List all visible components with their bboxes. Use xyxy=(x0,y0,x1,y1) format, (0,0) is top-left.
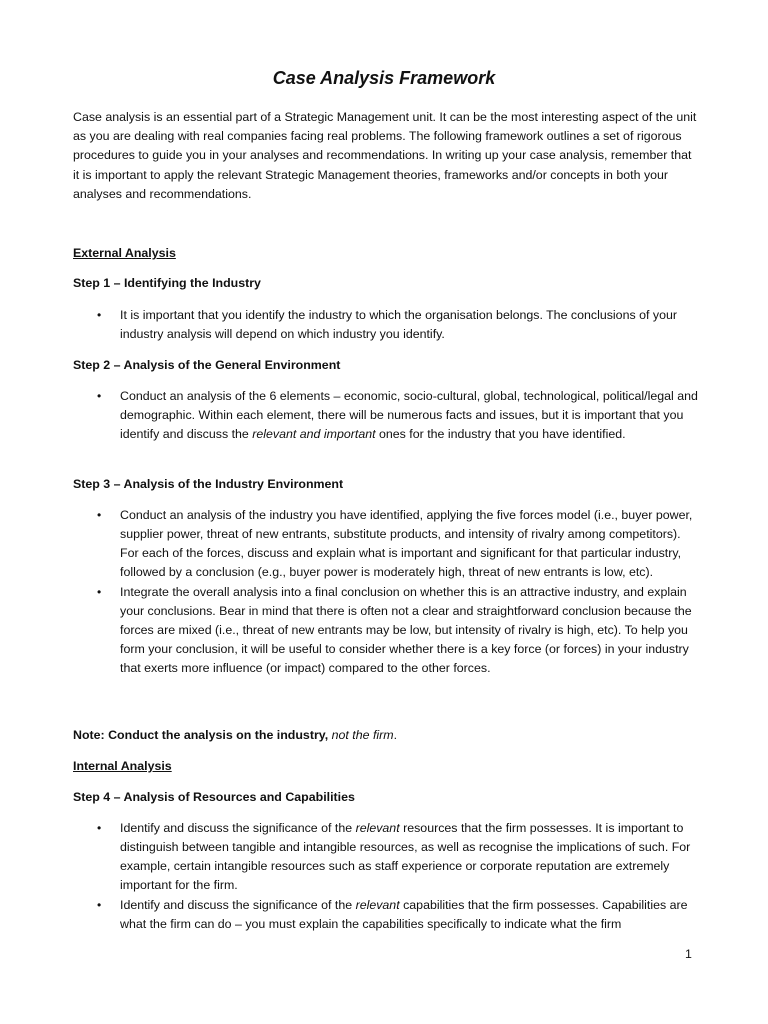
bullet-icon: • xyxy=(97,898,102,912)
list-item-text-end: ones for the industry that you have identified. xyxy=(375,427,626,441)
list-item-text-end: resources that the firm possesses. It is important to distinguish between tangible and intangible resources, as well as recognise the implications of such. For example, certain intangible resources such as staff experience or corporate reputation are extremely important for the firm. xyxy=(120,821,691,892)
bullet-icon: • xyxy=(97,389,102,403)
note-text xyxy=(73,726,397,745)
emphasis-text: relevant and important xyxy=(252,427,376,441)
list-item xyxy=(73,583,698,678)
list-item xyxy=(73,896,698,934)
intro-paragraph: Case analysis is an essential part of a Strategic Management unit. It can be the most interesting aspect of the unit as you are dealing with real companies facing real problems. The following framework outlines a set of rigorous procedures to guide you in your analyses and recommendations. In writing up your case analysis, remember that it is important to apply the relevant Strategic Management theories, frameworks and/or concepts in both your analyses and recommendations. xyxy=(73,110,697,201)
list-item-text: Integrate the overall analysis into a final conclusion on whether this is an attractive industry, and explain your conclusions. Bear in mind that there is often not a clear and straightforward conclusion because the forces are mixed (i.e., threat of new entrants may be low, but intensity of rivalry is high, etc). To help you form your conclusion, it will be useful to consider whether there is a key force (or forces) in your industry that exerts more influence (or impact) compared to the other forces. xyxy=(120,585,692,675)
list-item-text-start: Identify and discuss the significance of the xyxy=(120,898,356,912)
list-item-text-start: Conduct an analysis of the 6 elements – economic, socio-cultural, global, technological, political/legal and demographic. Within each element, there will be numerous facts and issues, but it is important that you identify and discuss the xyxy=(120,389,698,441)
list-item xyxy=(73,506,698,582)
document-title: Case Analysis Framework xyxy=(272,68,496,88)
step3-bullet-list xyxy=(73,506,698,679)
internal-analysis-heading: Internal Analysis xyxy=(73,759,172,773)
note-label: Note: Conduct the analysis on the industry, xyxy=(73,728,332,742)
list-item xyxy=(73,387,698,444)
list-item-text-end: capabilities that the firm possesses. Capabilities are what the firm can do – you must explain the capabilities specifically to indicate what the firm xyxy=(120,898,688,931)
step1-heading: Step 1 – Identifying the Industry xyxy=(73,276,261,290)
external-analysis-heading: External Analysis xyxy=(73,246,176,260)
step4-bullet-list xyxy=(73,819,698,935)
bullet-icon: • xyxy=(97,585,102,599)
list-item xyxy=(73,819,698,895)
step3-heading: Step 3 – Analysis of the Industry Environment xyxy=(73,477,344,491)
list-item-text-start: Identify and discuss the significance of the xyxy=(120,821,356,835)
list-item xyxy=(73,306,698,344)
list-item-text: It is important that you identify the industry to which the organisation belongs. The conclusions of your industry analysis will depend on which industry you identify. xyxy=(120,308,677,341)
bullet-icon: • xyxy=(97,308,102,322)
emphasis-text: relevant xyxy=(355,898,400,912)
note-emphasis: not the firm xyxy=(331,728,394,742)
emphasis-text: relevant xyxy=(355,821,400,835)
step2-bullet-list xyxy=(73,387,698,445)
step4-heading: Step 4 – Analysis of Resources and Capabilities xyxy=(73,790,355,804)
list-item-text: Conduct an analysis of the industry you have identified, applying the five forces model (i.e., buyer power, supplier power, threat of new entrants, substitute products, and intensity of rivalry among competitors). For each of the forces, discuss and explain what is important and significant for that particular industry, followed by a conclusion (e.g., buyer power is moderately high, threat of new entrants is low, etc). xyxy=(120,508,693,579)
bullet-icon: • xyxy=(97,508,102,522)
step1-bullet-list xyxy=(73,306,698,345)
bullet-icon: • xyxy=(97,821,102,835)
note-end: . xyxy=(393,728,398,742)
page-number: 1 xyxy=(685,947,692,961)
step2-heading: Step 2 – Analysis of the General Environment xyxy=(73,358,341,372)
